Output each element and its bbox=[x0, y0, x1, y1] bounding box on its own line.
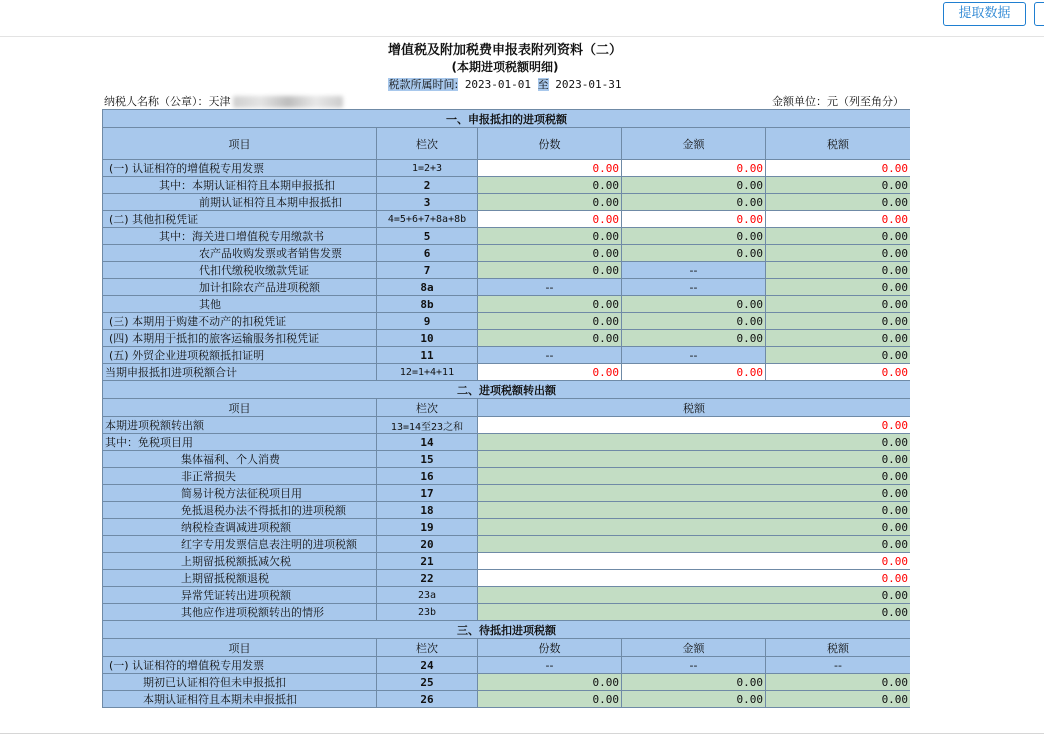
line-number: 5 bbox=[377, 228, 478, 245]
table-row bbox=[103, 245, 911, 262]
row-label: 其他 bbox=[103, 296, 377, 313]
line-number: 15 bbox=[377, 451, 478, 468]
table-row bbox=[103, 604, 911, 621]
col-copies-header: 份数 bbox=[478, 639, 622, 657]
section3-title: 三、待抵扣进项税额 bbox=[103, 621, 911, 639]
copies-input[interactable]: 0.00 bbox=[478, 228, 622, 245]
table-row bbox=[103, 177, 911, 194]
line-number: 23b bbox=[377, 604, 478, 621]
col-tax-header: 税额 bbox=[766, 639, 911, 657]
table-row bbox=[103, 211, 911, 228]
row-label: 其中：免税项目用 bbox=[103, 434, 377, 451]
table-row bbox=[103, 364, 911, 381]
row-label: 当期申报抵扣进项税额合计 bbox=[103, 364, 377, 381]
line-number: 7 bbox=[377, 262, 478, 279]
row-label: 异常凭证转出进项税额 bbox=[103, 587, 377, 604]
tax-input[interactable]: 0.00 bbox=[478, 502, 911, 519]
tax-input[interactable]: 0.00 bbox=[766, 347, 911, 364]
table-row bbox=[103, 451, 911, 468]
amount-input[interactable]: 0.00 bbox=[622, 674, 766, 691]
line-number: 16 bbox=[377, 468, 478, 485]
row-label: 上期留抵税额抵减欠税 bbox=[103, 553, 377, 570]
table-row bbox=[103, 587, 911, 604]
extract-data-button[interactable]: 提取数据 bbox=[943, 2, 1026, 26]
col-item-header: 项目 bbox=[103, 399, 377, 417]
table-row bbox=[103, 228, 911, 245]
col-copies-header: 份数 bbox=[478, 128, 622, 160]
table-row bbox=[103, 485, 911, 502]
tax-input[interactable]: 0.00 bbox=[766, 177, 911, 194]
tax-period-to: 至 bbox=[537, 78, 549, 91]
row-label: 免抵退税办法不得抵扣的进项税额 bbox=[103, 502, 377, 519]
line-number: 1=2+3 bbox=[377, 160, 478, 177]
amount-na: -- bbox=[622, 657, 766, 674]
section-header bbox=[103, 110, 911, 128]
amount-input[interactable]: 0.00 bbox=[622, 245, 766, 262]
line-number: 20 bbox=[377, 536, 478, 553]
line-number: 8a bbox=[377, 279, 478, 296]
table-row bbox=[103, 279, 911, 296]
row-label: 代扣代缴税收缴款凭证 bbox=[103, 262, 377, 279]
row-label: 本期进项税额转出额 bbox=[103, 417, 377, 434]
row-label: (一) 认证相符的增值税专用发票 bbox=[103, 657, 377, 674]
row-label: 简易计税方法征税项目用 bbox=[103, 485, 377, 502]
amount-input[interactable]: 0.00 bbox=[622, 330, 766, 347]
amount-cell: 0.00 bbox=[622, 364, 766, 381]
amount-input[interactable]: 0.00 bbox=[622, 313, 766, 330]
section1-title: 一、申报抵扣的进项税额 bbox=[103, 110, 911, 128]
tax-cell: 0.00 bbox=[766, 211, 911, 228]
table-row bbox=[103, 347, 911, 364]
copies-input[interactable]: 0.00 bbox=[478, 330, 622, 347]
row-label: 上期留抵税额退税 bbox=[103, 570, 377, 587]
tax-input[interactable]: 0.00 bbox=[766, 674, 911, 691]
copies-input[interactable]: 0.00 bbox=[478, 245, 622, 262]
row-label: 本期认证相符且本期未申报抵扣 bbox=[103, 691, 377, 708]
row-label: 纳税检查调减进项税额 bbox=[103, 519, 377, 536]
form-table-container[interactable] bbox=[102, 109, 910, 731]
taxpayer-name bbox=[104, 93, 343, 109]
line-number: 21 bbox=[377, 553, 478, 570]
copies-input[interactable]: 0.00 bbox=[478, 262, 622, 279]
amount-input[interactable]: 0.00 bbox=[622, 228, 766, 245]
row-label: 期初已认证相符但未申报抵扣 bbox=[103, 674, 377, 691]
row-label: (四) 本期用于抵扣的旅客运输服务扣税凭证 bbox=[103, 330, 377, 347]
table-row bbox=[103, 519, 911, 536]
col-item-header: 项目 bbox=[103, 128, 377, 160]
tax-input[interactable]: 0.00 bbox=[478, 434, 911, 451]
tax-input[interactable]: 0.00 bbox=[478, 451, 911, 468]
col-item-header: 项目 bbox=[103, 639, 377, 657]
row-label: 其中：海关进口增值税专用缴款书 bbox=[103, 228, 377, 245]
line-number: 14 bbox=[377, 434, 478, 451]
row-label: 农产品收购发票或者销售发票 bbox=[103, 245, 377, 262]
tax-input[interactable]: 0.00 bbox=[478, 485, 911, 502]
section-header bbox=[103, 621, 911, 639]
line-number: 26 bbox=[377, 691, 478, 708]
tax-cell: 0.00 bbox=[478, 417, 911, 434]
copies-input[interactable]: 0.00 bbox=[478, 177, 622, 194]
line-number: 12=1+4+11 bbox=[377, 364, 478, 381]
table-row bbox=[103, 674, 911, 691]
column-header-row bbox=[103, 128, 911, 160]
form-table bbox=[102, 109, 910, 708]
copies-na: -- bbox=[478, 279, 622, 296]
column-header-row bbox=[103, 399, 911, 417]
table-row bbox=[103, 502, 911, 519]
tax-input[interactable]: 0.00 bbox=[478, 604, 911, 621]
amount-na: -- bbox=[622, 279, 766, 296]
form-subtitle: (本期进项税额明细) bbox=[451, 60, 559, 74]
tax-input[interactable]: 0.00 bbox=[766, 691, 911, 708]
tax-period-start: 2023-01-01 bbox=[464, 78, 532, 91]
tax-period bbox=[0, 76, 1010, 92]
table-row bbox=[103, 570, 911, 587]
row-label: (二) 其他扣税凭证 bbox=[103, 211, 377, 228]
top-toolbar bbox=[0, 0, 1044, 37]
table-row bbox=[103, 160, 911, 177]
tax-cell: 0.00 bbox=[478, 553, 911, 570]
line-number: 13=14至23之和 bbox=[377, 417, 478, 434]
tax-input[interactable]: 0.00 bbox=[478, 536, 911, 553]
line-number: 24 bbox=[377, 657, 478, 674]
tax-cell: 0.00 bbox=[478, 570, 911, 587]
tax-input[interactable]: 0.00 bbox=[766, 194, 911, 211]
table-row bbox=[103, 434, 911, 451]
table-row bbox=[103, 262, 911, 279]
table-row bbox=[103, 330, 911, 347]
tax-cell: 0.00 bbox=[766, 364, 911, 381]
table-row bbox=[103, 194, 911, 211]
amount-input[interactable]: 0.00 bbox=[622, 296, 766, 313]
tax-input[interactable]: 0.00 bbox=[766, 330, 911, 347]
redacted-name bbox=[233, 96, 343, 108]
amount-input[interactable]: 0.00 bbox=[622, 177, 766, 194]
col-line-header: 栏次 bbox=[377, 128, 478, 160]
table-row bbox=[103, 657, 911, 674]
copies-cell: 0.00 bbox=[478, 160, 622, 177]
line-number: 2 bbox=[377, 177, 478, 194]
row-label: 其他应作进项税额转出的情形 bbox=[103, 604, 377, 621]
copies-na: -- bbox=[478, 657, 622, 674]
row-label: 红字专用发票信息表注明的进项税额 bbox=[103, 536, 377, 553]
tax-input[interactable]: 0.00 bbox=[478, 468, 911, 485]
line-number: 25 bbox=[377, 674, 478, 691]
tax-input[interactable]: 0.00 bbox=[766, 296, 911, 313]
tax-period-label: 税款所属时间: bbox=[388, 78, 459, 91]
row-label: 其中：本期认证相符且本期申报抵扣 bbox=[103, 177, 377, 194]
line-number: 19 bbox=[377, 519, 478, 536]
line-number: 6 bbox=[377, 245, 478, 262]
table-row bbox=[103, 553, 911, 570]
copies-input[interactable]: 0.00 bbox=[478, 691, 622, 708]
taxpayer-label: 纳税人名称（公章）：天津 bbox=[104, 95, 231, 108]
tax-input[interactable]: 0.00 bbox=[766, 279, 911, 296]
line-number: 11 bbox=[377, 347, 478, 364]
amount-na: -- bbox=[622, 262, 766, 279]
copies-input[interactable]: 0.00 bbox=[478, 313, 622, 330]
col-line-header: 栏次 bbox=[377, 639, 478, 657]
amount-na: -- bbox=[622, 347, 766, 364]
col-tax-header: 税额 bbox=[478, 399, 911, 417]
row-label: (三) 本期用于购建不动产的扣税凭证 bbox=[103, 313, 377, 330]
row-label: 前期认证相符且本期申报抵扣 bbox=[103, 194, 377, 211]
col-amount-header: 金额 bbox=[622, 639, 766, 657]
tax-input[interactable]: 0.00 bbox=[766, 245, 911, 262]
column-header-row bbox=[103, 639, 911, 657]
table-row bbox=[103, 468, 911, 485]
copies-input[interactable]: 0.00 bbox=[478, 194, 622, 211]
line-number: 9 bbox=[377, 313, 478, 330]
amount-input[interactable]: 0.00 bbox=[622, 194, 766, 211]
table-row bbox=[103, 296, 911, 313]
row-label: (一) 认证相符的增值税专用发票 bbox=[103, 160, 377, 177]
table-row bbox=[103, 536, 911, 553]
amount-input[interactable]: 0.00 bbox=[622, 691, 766, 708]
row-label: 加计扣除农产品进项税额 bbox=[103, 279, 377, 296]
secondary-button[interactable] bbox=[1034, 2, 1044, 26]
col-tax-header: 税额 bbox=[766, 128, 911, 160]
table-row bbox=[103, 417, 911, 434]
tax-input[interactable]: 0.00 bbox=[478, 587, 911, 604]
tax-input[interactable]: 0.00 bbox=[766, 313, 911, 330]
section-header bbox=[103, 381, 911, 399]
line-number: 8b bbox=[377, 296, 478, 313]
tax-input[interactable]: 0.00 bbox=[766, 228, 911, 245]
section2-title: 二、进项税额转出额 bbox=[103, 381, 911, 399]
copies-cell: 0.00 bbox=[478, 364, 622, 381]
line-number: 10 bbox=[377, 330, 478, 347]
table-row bbox=[103, 691, 911, 708]
row-label: (五) 外贸企业进项税额抵扣证明 bbox=[103, 347, 377, 364]
copies-input[interactable]: 0.00 bbox=[478, 674, 622, 691]
amount-cell: 0.00 bbox=[622, 160, 766, 177]
tax-period-end: 2023-01-31 bbox=[555, 78, 622, 91]
line-number: 23a bbox=[377, 587, 478, 604]
line-number: 3 bbox=[377, 194, 478, 211]
line-number: 4=5+6+7+8a+8b bbox=[377, 211, 478, 228]
form-title: 增值税及附加税费申报表附列资料（二） bbox=[387, 43, 622, 58]
copies-cell: 0.00 bbox=[478, 211, 622, 228]
tax-cell: 0.00 bbox=[766, 160, 911, 177]
line-number: 18 bbox=[377, 502, 478, 519]
tax-input[interactable]: 0.00 bbox=[478, 519, 911, 536]
row-label: 集体福利、个人消费 bbox=[103, 451, 377, 468]
copies-na: -- bbox=[478, 347, 622, 364]
line-number: 22 bbox=[377, 570, 478, 587]
tax-na: -- bbox=[766, 657, 911, 674]
tax-input[interactable]: 0.00 bbox=[766, 262, 911, 279]
table-row bbox=[103, 313, 911, 330]
col-amount-header: 金额 bbox=[622, 128, 766, 160]
row-label: 非正常损失 bbox=[103, 468, 377, 485]
amount-cell: 0.00 bbox=[622, 211, 766, 228]
col-line-header: 栏次 bbox=[377, 399, 478, 417]
amount-unit: 金额单位：元（列至角分） bbox=[772, 95, 904, 108]
copies-input[interactable]: 0.00 bbox=[478, 296, 622, 313]
line-number: 17 bbox=[377, 485, 478, 502]
